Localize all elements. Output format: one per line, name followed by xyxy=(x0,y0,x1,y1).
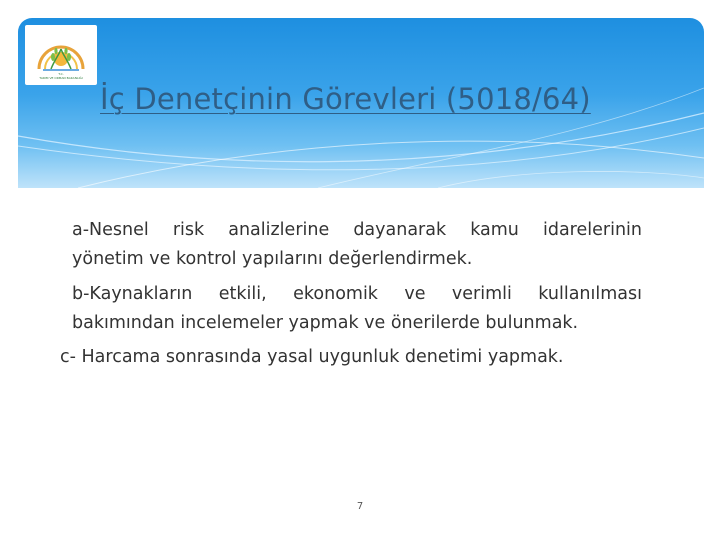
item-b-line2: bakımından incelemeler yapmak ve önerilerde bulunmak. xyxy=(72,313,579,333)
logo-caption-line2: TARIM VE ORMAN BAKANLIĞI xyxy=(39,76,83,80)
item-a-line1: a-Nesnel risk analizlerine dayanarak kamu idarelerinin xyxy=(72,220,642,240)
logo-caption-line1: T.C. xyxy=(58,72,64,76)
item-a-line2: yönetim ve kontrol yapılarını değerlendirmek. xyxy=(72,249,473,269)
item-c-line1: c- Harcama sonrasında yasal uygunluk denetimi yapmak. xyxy=(60,347,564,367)
slide-title: İç Denetçinin Görevleri (5018/64) xyxy=(100,82,591,116)
page-number: 7 xyxy=(356,501,364,512)
item-b-line1: b-Kaynakların etkili, ekonomik ve verimli kullanılması xyxy=(72,284,642,304)
